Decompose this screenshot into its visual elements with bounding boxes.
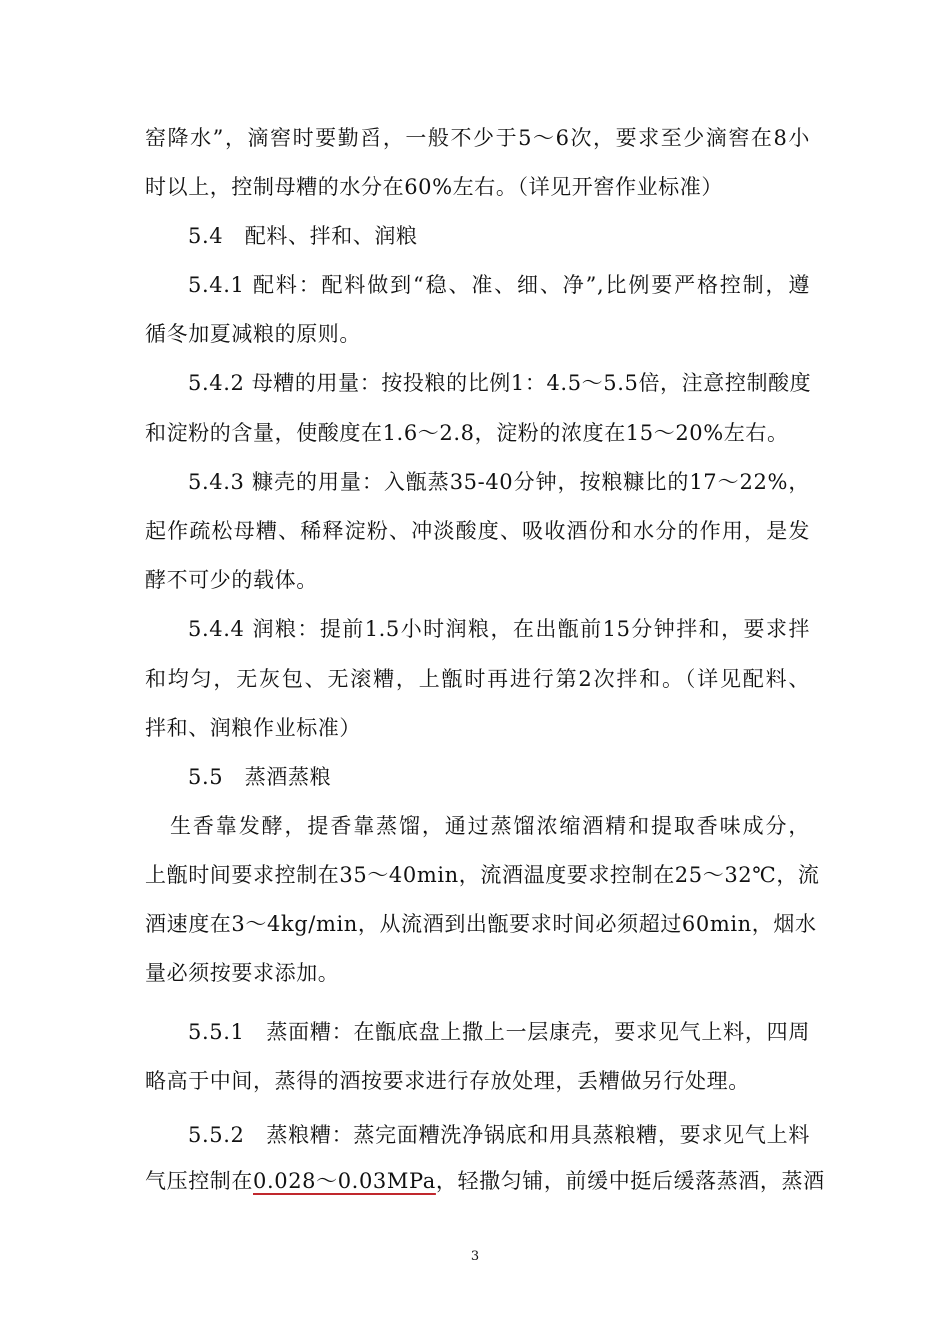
section-heading: 5.5 蒸酒蒸粮: [188, 765, 332, 789]
text-line: 和淀粉的含量，使酸度在1.6～2.8，淀粉的浓度在15～20%左右。: [145, 421, 789, 445]
text-line: 生香靠发酵，提香靠蒸馏，通过蒸馏浓缩酒精和提取香味成分，: [170, 814, 810, 838]
text-line-annotated: [145, 1166, 825, 1196]
text-line: 5.5.1 蒸面糟：在甑底盘上撒上一层康壳，要求见气上料，四周: [188, 1020, 810, 1044]
text-line: 拌和、润粮作业标准）: [145, 716, 361, 740]
text-line: 时以上，控制母糟的水分在60%左右。（详见开窖作业标准）: [145, 175, 723, 199]
text-line: 上甑时间要求控制在35～40min，流酒温度要求控制在25～32℃，流: [145, 863, 820, 887]
text-line: 和均匀，无灰包、无滚糟，上甑时再进行第2次拌和。（详见配料、: [145, 667, 810, 691]
text-line: 5.4.3 糠壳的用量：入甑蒸35-40分钟，按粮糠比的17～22%，: [188, 470, 810, 494]
text-line: 5.5.2 蒸粮糟：蒸完面糟洗净锅底和用具蒸粮糟，要求见气上料: [188, 1123, 810, 1147]
red-underlined-value: 0.028～0.03MPa: [253, 1169, 436, 1193]
page-number: 3: [470, 1249, 480, 1264]
text-line: 起作疏松母糟、稀释淀粉、冲淡酸度、吸收酒份和水分的作用，是发: [145, 519, 810, 543]
section-heading: 5.4 配料、拌和、润粮: [188, 224, 418, 248]
text-line: 5.4.2 母糟的用量：按投粮的比例1：4.5～5.5倍，注意控制酸度: [188, 371, 812, 395]
text-line: 量必须按要求添加。: [145, 961, 340, 985]
text-line: 循冬加夏减粮的原则。: [145, 322, 361, 346]
text-line: 酒速度在3～4kg/min，从流酒到出甑要求时间必须超过60min，烟水: [145, 912, 817, 936]
text-segment: 气压控制在: [145, 1169, 253, 1193]
text-line: 5.4.1 配料：配料做到“稳、准、细、净”,比例要严格控制，遵: [188, 273, 810, 297]
text-line: 5.4.4 润粮：提前1.5小时润粮，在出甑前15分钟拌和，要求拌: [188, 617, 810, 641]
text-segment: ，轻撒匀铺，前缓中挺后缓落蒸酒，蒸酒: [435, 1169, 825, 1193]
text-line: 略高于中间，蒸得的酒按要求进行存放处理，丢糟做另行处理。: [145, 1069, 750, 1093]
text-line: 窑降水”，滴窖时要勤舀，一般不少于5～6次，要求至少滴窖在8小: [145, 126, 810, 150]
text-line: 酵不可少的载体。: [145, 568, 318, 592]
